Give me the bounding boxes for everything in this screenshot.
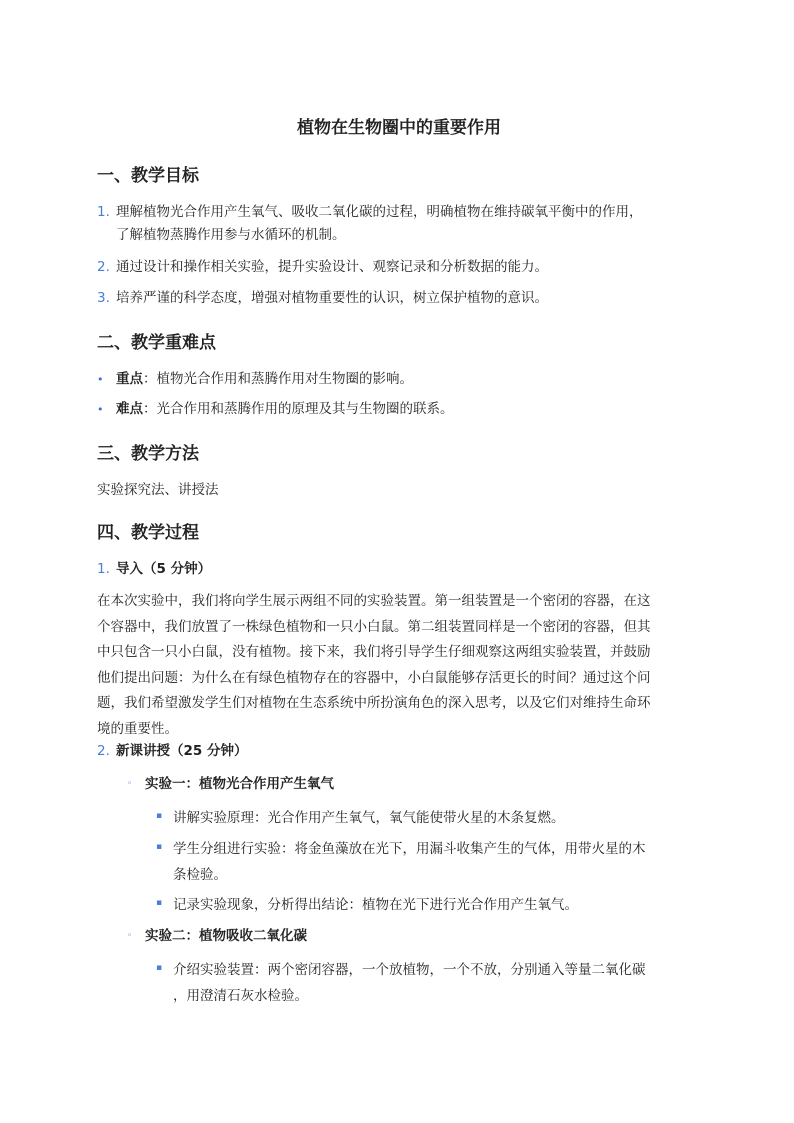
page-title: 植物在生物圈中的重要作用 [297, 118, 501, 138]
list-text: 难点：光合作用和蒸腾作用的原理及其与生物圈的联系。 [116, 401, 454, 417]
methods-text: 实验探究法、讲授法 [97, 482, 219, 498]
list-text: 讲解实验原理：光合作用产生氧气，氧气能使带火星的木条复燃。 [173, 810, 565, 826]
step-label: 新课讲授（25 分钟） [116, 743, 248, 759]
list-item [97, 836, 701, 888]
list-number: 1. [97, 561, 110, 577]
section-heading-methods: 三、教学方法 [97, 444, 199, 464]
square-bullet-icon: ▪ [156, 963, 163, 973]
circle-bullet-icon: ◦ [127, 931, 133, 941]
list-text: 重点：植物光合作用和蒸腾作用对生物圈的影响。 [116, 371, 413, 387]
experiment-title: 实验二：植物吸收二氧化碳 [145, 928, 307, 944]
list-number: 1. [97, 204, 110, 220]
list-text: 记录实验现象，分析得出结论：植物在光下进行光合作用产生氧气。 [173, 897, 578, 913]
section-heading-process: 四、教学过程 [97, 523, 199, 543]
list-number: 2. [97, 259, 110, 275]
circle-bullet-icon: ◦ [127, 779, 133, 789]
square-bullet-icon: ▪ [156, 842, 163, 852]
list-item [97, 957, 701, 1009]
list-text: 介绍实验装置：两个密闭容器，一个放植物，一个不放，分别通入等量二氧化碳 ，用澄清石灰水检验。 [173, 962, 646, 1004]
bullet-icon: • [97, 373, 104, 386]
bullet-icon: • [97, 403, 104, 416]
section-heading-key-points: 二、教学重难点 [97, 333, 216, 353]
square-bullet-icon: ▪ [156, 811, 163, 821]
experiment-title: 实验一：植物光合作用产生氧气 [145, 776, 334, 792]
list-text: 理解植物光合作用产生氧气、吸收二氧化碳的过程，明确植物在维持碳氧平衡中的作用， 了解植物蒸腾作用参与水循环的机制。 [116, 204, 643, 243]
square-bullet-icon: ▪ [156, 898, 163, 908]
list-number: 3. [97, 290, 110, 306]
step-label: 导入（5 分钟） [116, 561, 212, 577]
section-heading-objectives: 一、教学目标 [97, 166, 199, 186]
list-number: 2. [97, 743, 110, 759]
list-text: 通过设计和操作相关实验，提升实验设计、观察记录和分析数据的能力。 [116, 259, 548, 275]
intro-paragraph: 在本次实验中，我们将向学生展示两组不同的实验装置。第一组装置是一个密闭的容器，在这 个容器中，我们放置了一株绿色植物和一只小白鼠。第二组装置同样是一个密闭的容器，但其 中只包含一只小白鼠，没有植物。接下来，我们将引导学生仔细观察这两组实验装置，并鼓励 他们提出问题：为什么在有绿色植物存在的容器中，小白鼠能够存活更长的时间？通过这个问 题，我们希望激发学生们对植物在生态系统中所扮演角色的深入思考，以及它们对维持生命环 境的重要性。 [97, 593, 651, 737]
list-text: 学生分组进行实验：将金鱼藻放在光下，用漏斗收集产生的气体，用带火星的木 条检验。 [173, 841, 646, 883]
list-item [97, 201, 701, 247]
list-text: 培养严谨的科学态度，增强对植物重要性的认识，树立保护植物的意识。 [116, 290, 548, 306]
